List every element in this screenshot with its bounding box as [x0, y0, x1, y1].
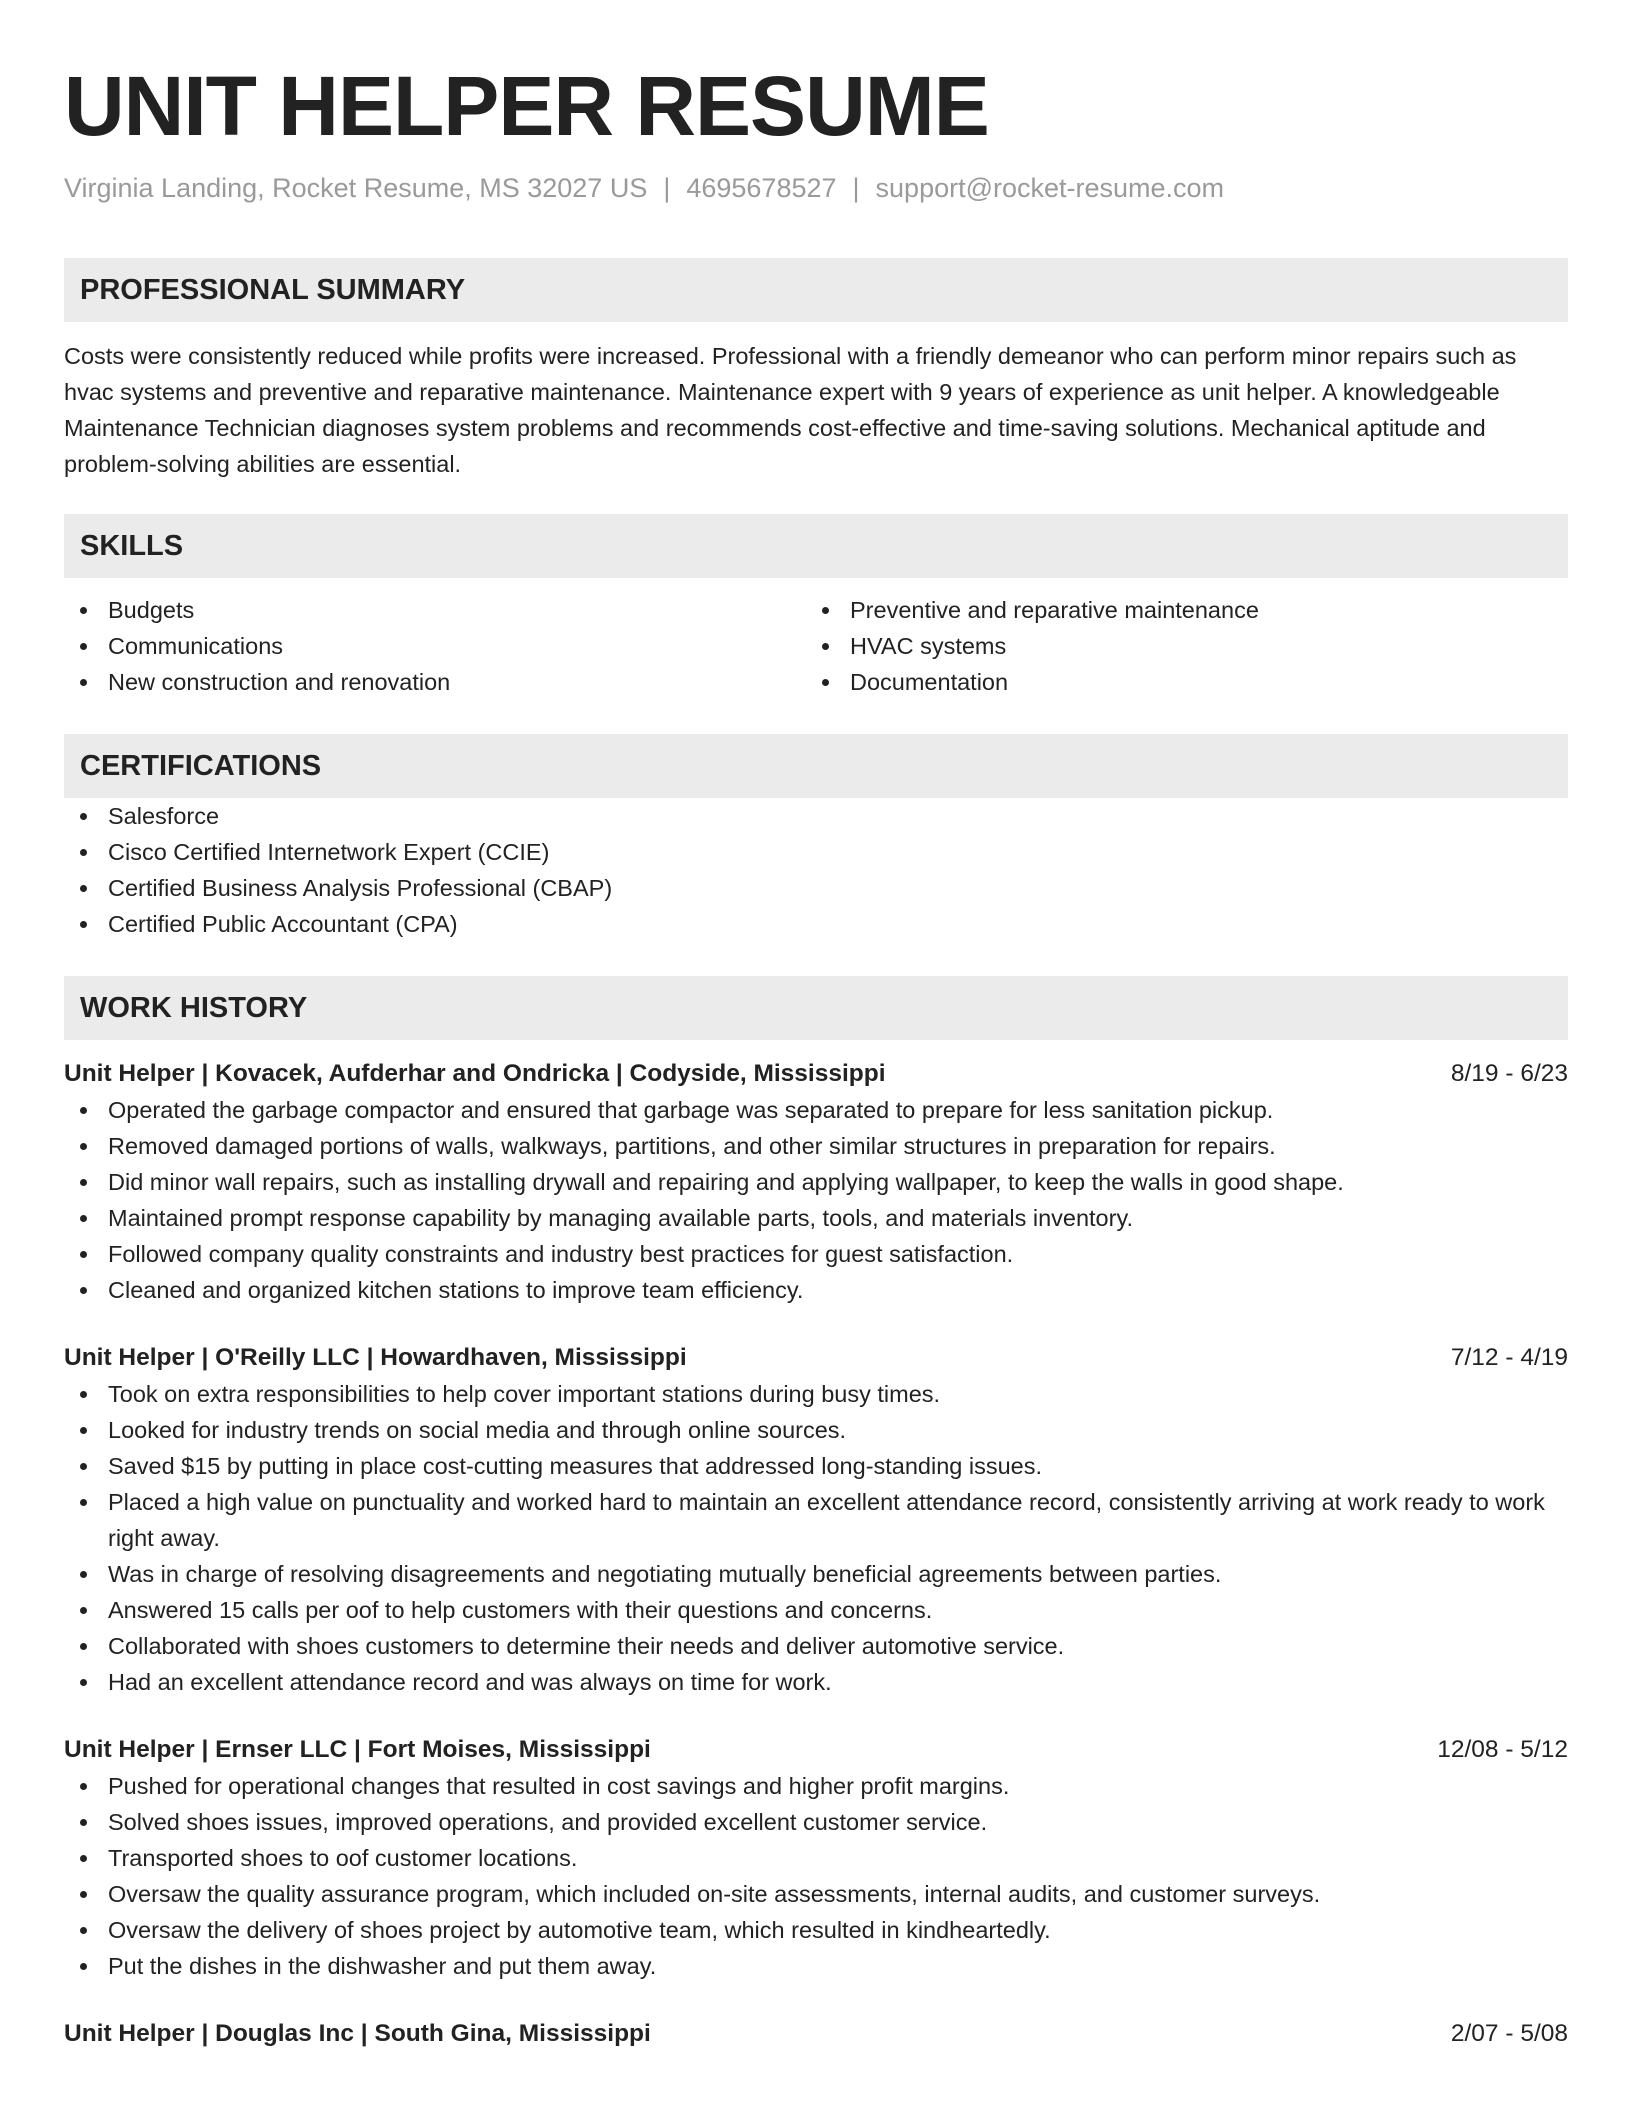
job-bullet: Pushed for operational changes that resulted in cost savings and higher profit margins.: [64, 1768, 1568, 1804]
job-heading: Unit Helper | Kovacek, Aufderhar and Ondricka | Codyside, Mississippi: [64, 1060, 886, 1087]
contact-email: support@rocket-resume.com: [875, 173, 1225, 203]
contact-phone: 4695678527: [686, 173, 837, 203]
job-dates: 7/12 - 4/19: [1450, 1344, 1568, 1371]
resume-page: [64, 0, 1568, 2052]
job-heading: Unit Helper | O'Reilly LLC | Howardhaven, Mississippi: [64, 1344, 687, 1371]
job-dates: 8/19 - 6/23: [1450, 1060, 1568, 1087]
skills-column-left: [64, 592, 806, 700]
job-bullet: Collaborated with shoes customers to determine their needs and deliver automotive service.: [64, 1628, 1568, 1664]
job-heading-row: [64, 2016, 1568, 2052]
job-heading-row: [64, 1732, 1568, 1768]
skill-item: Documentation: [806, 664, 1548, 700]
certification-item: Certified Public Accountant (CPA): [64, 906, 1568, 942]
job-bullet: Put the dishes in the dishwasher and put them away.: [64, 1948, 1568, 1984]
job-bullet: Looked for industry trends on social media and through online sources.: [64, 1412, 1568, 1448]
section-header-certifications: CERTIFICATIONS: [64, 734, 1568, 798]
job-bullet: Followed company quality constraints and industry best practices for guest satisfaction.: [64, 1236, 1568, 1272]
contact-separator: |: [663, 173, 671, 203]
section-header-summary: PROFESSIONAL SUMMARY: [64, 258, 1568, 322]
job-bullets: [64, 1376, 1568, 1700]
job-bullet: Removed damaged portions of walls, walkways, partitions, and other similar structures in preparation for repairs.: [64, 1128, 1568, 1164]
job-bullet: Oversaw the quality assurance program, which included on-site assessments, internal audits, and customer surveys.: [64, 1876, 1568, 1912]
job-heading-row: [64, 1340, 1568, 1376]
contact-address: Virginia Landing, Rocket Resume, MS 32027 US: [64, 173, 648, 203]
job-heading-row: [64, 1056, 1568, 1092]
skill-item: New construction and renovation: [64, 664, 806, 700]
job-bullet: Oversaw the delivery of shoes project by automotive team, which resulted in kindheartedly.: [64, 1912, 1568, 1948]
job-heading: Unit Helper | Ernser LLC | Fort Moises, Mississippi: [64, 1736, 651, 1763]
job-bullet: Solved shoes issues, improved operations, and provided excellent customer service.: [64, 1804, 1568, 1840]
job-bullet: Was in charge of resolving disagreements and negotiating mutually beneficial agreements between parties.: [64, 1556, 1568, 1592]
job-bullet: Answered 15 calls per oof to help customers with their questions and concerns.: [64, 1592, 1568, 1628]
job-bullet: Transported shoes to oof customer locations.: [64, 1840, 1568, 1876]
certifications-list: [64, 798, 1568, 942]
job-bullets: [64, 1768, 1568, 1984]
job-dates: 2/07 - 5/08: [1450, 2020, 1568, 2047]
certification-item: Cisco Certified Internetwork Expert (CCIE): [64, 834, 1568, 870]
job-bullet: Placed a high value on punctuality and worked hard to maintain an excellent attendance record, consistently arriving at work ready to work right away.: [64, 1484, 1568, 1556]
skill-item: HVAC systems: [806, 628, 1548, 664]
skill-item: Budgets: [64, 592, 806, 628]
certification-item: Certified Business Analysis Professional (CBAP): [64, 870, 1568, 906]
skill-item: Preventive and reparative maintenance: [806, 592, 1548, 628]
job-dates: 12/08 - 5/12: [1437, 1736, 1568, 1763]
job-entry: [64, 1056, 1568, 1308]
contact-separator: |: [852, 173, 860, 203]
job-bullet: Had an excellent attendance record and was always on time for work.: [64, 1664, 1568, 1700]
job-bullet: Took on extra responsibilities to help cover important stations during busy times.: [64, 1376, 1568, 1412]
job-bullet: Did minor wall repairs, such as installing drywall and repairing and applying wallpaper, to keep the walls in good shape.: [64, 1164, 1568, 1200]
section-header-skills: SKILLS: [64, 514, 1568, 578]
job-entry: [64, 2016, 1568, 2052]
job-entry: [64, 1340, 1568, 1700]
skills-list-right: [806, 592, 1548, 700]
job-heading: Unit Helper | Douglas Inc | South Gina, Mississippi: [64, 2020, 651, 2047]
summary-text: Costs were consistently reduced while profits were increased. Professional with a friendly demeanor who can perform minor repairs such as hvac systems and preventive and reparative maintenance. Maintenance expert with 9 years of experience as unit helper. A knowledgeable Maintenance Technician diagnoses system problems and recommends cost-effective and time-saving solutions. Mechanical aptitude and problem-solving abilities are essential.: [64, 343, 1517, 477]
job-bullet: Maintained prompt response capability by managing available parts, tools, and materials inventory.: [64, 1200, 1568, 1236]
skills-column-right: [806, 592, 1548, 700]
skills-columns: [64, 592, 1568, 700]
job-bullet: Operated the garbage compactor and ensured that garbage was separated to prepare for less sanitation pickup.: [64, 1092, 1568, 1128]
skill-item: Communications: [64, 628, 806, 664]
job-entry: [64, 1732, 1568, 1984]
resume-title: UNIT HELPER RESUME: [64, 59, 989, 153]
job-bullet: Cleaned and organized kitchen stations to improve team efficiency.: [64, 1272, 1568, 1308]
job-bullet: Saved $15 by putting in place cost-cutting measures that addressed long-standing issues.: [64, 1448, 1568, 1484]
certification-item: Salesforce: [64, 798, 1568, 834]
section-header-work-history: WORK HISTORY: [64, 976, 1568, 1040]
skills-list-left: [64, 592, 806, 700]
contact-line: [64, 170, 1568, 206]
job-bullets: [64, 1092, 1568, 1308]
